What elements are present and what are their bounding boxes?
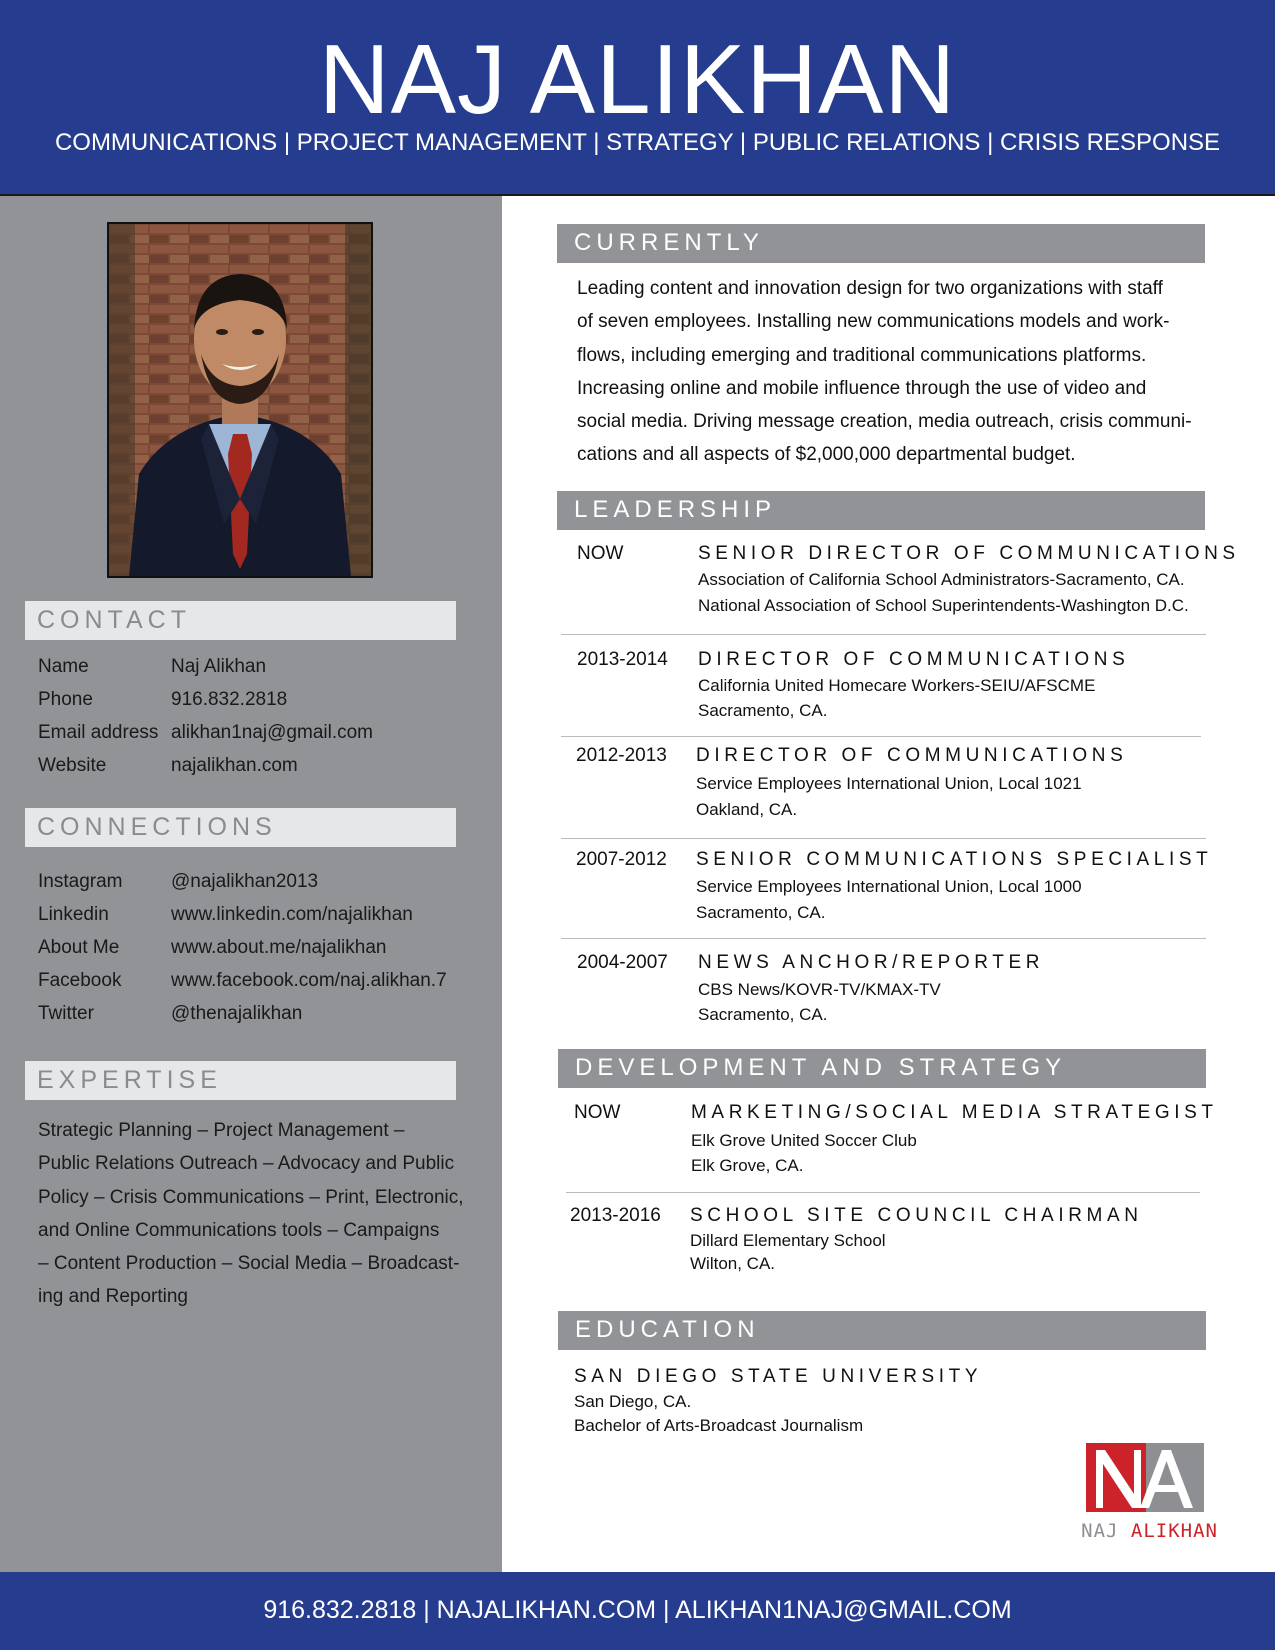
entry-divider (561, 938, 1206, 939)
entry-organization: Association of California School Administrators-Sacramento, CA. (698, 570, 1185, 589)
leadership-heading (557, 491, 1205, 530)
expertise-heading-label: EXPERTISE (37, 1066, 222, 1094)
entry-divider (566, 1192, 1200, 1193)
contact-phone-value: 916.832.2818 (171, 689, 288, 710)
entry-divider (561, 634, 1206, 635)
contact-name-value: Naj Alikhan (171, 656, 267, 677)
entry-location: Sacramento, CA. (698, 1005, 828, 1024)
connection-row-linkedin (38, 898, 488, 931)
na-logo (1076, 1440, 1218, 1544)
summary-line: social media. Driving message creation, media outreach, crisis communi- (577, 411, 1192, 433)
contact-row-phone (38, 683, 488, 716)
currently-heading-label: CURRENTLY (574, 229, 764, 256)
connection-label: Linkedin (38, 904, 109, 925)
education-degree: Bachelor of Arts-Broadcast Journalism (574, 1416, 864, 1435)
entry-title: SCHOOL SITE COUNCIL CHAIRMAN (690, 1205, 1143, 1226)
education-heading-label: EDUCATION (575, 1316, 760, 1343)
expertise-heading (25, 1061, 456, 1100)
footer-contact: 916.832.2818 | NAJALIKHAN.COM | ALIKHAN1NAJ@GMAIL.COM (263, 1596, 1012, 1624)
entry-location: Oakland, CA. (696, 800, 798, 819)
contact-list (38, 650, 488, 782)
entry-year: 2007-2012 (576, 849, 667, 870)
summary-line: of seven employees. Installing new communications models and work- (577, 311, 1170, 333)
entry-title: DIRECTOR OF COMMUNICATIONS (698, 649, 1130, 670)
connections-list (38, 865, 488, 1030)
connection-row-aboutme (38, 931, 488, 964)
entry-organization: Service Employees International Union, Local 1021 (696, 774, 1082, 793)
entry-location: Sacramento, CA. (698, 701, 828, 720)
entry-divider (561, 736, 1201, 737)
connections-heading (25, 808, 456, 847)
expertise-line: Policy – Crisis Communications – Print, Electronic, (38, 1186, 464, 1208)
connections-heading-label: CONNECTIONS (37, 813, 277, 841)
contact-label: Name (38, 656, 89, 677)
connection-value: www.facebook.com/naj.alikhan.7 (171, 970, 447, 991)
entry-title: MARKETING/SOCIAL MEDIA STRATEGIST (691, 1102, 1218, 1123)
portrait-image (109, 224, 371, 576)
expertise-text (38, 1114, 478, 1314)
connection-label: Twitter (38, 1003, 94, 1024)
currently-summary (577, 272, 1215, 472)
entry-location: Sacramento, CA. (696, 903, 826, 922)
summary-line: cations and all aspects of $2,000,000 departmental budget. (577, 444, 1076, 466)
expertise-line: ing and Reporting (38, 1286, 188, 1308)
entry-location: Wilton, CA. (690, 1254, 776, 1273)
education-location: San Diego, CA. (574, 1392, 692, 1411)
contact-heading (25, 601, 456, 640)
contact-email-value: alikhan1naj@gmail.com (171, 722, 373, 743)
logo-first-name: NAJ (1081, 1520, 1119, 1542)
connection-label: Facebook (38, 970, 122, 991)
connection-row-facebook (38, 964, 488, 997)
expertise-line: Strategic Planning – Project Management – (38, 1120, 405, 1141)
connection-value: www.linkedin.com/najalikhan (171, 904, 413, 925)
expertise-line: Public Relations Outreach – Advocacy and Public (38, 1153, 455, 1175)
summary-line: Increasing online and mobile influence through the use of video and (577, 377, 1147, 399)
entry-divider (561, 838, 1206, 839)
contact-row-website (38, 749, 488, 782)
entry-title: SENIOR DIRECTOR OF COMMUNICATIONS (698, 543, 1240, 564)
contact-label: Email address (38, 722, 159, 743)
expertise-line: and Online Communications tools – Campaigns (38, 1219, 440, 1241)
contact-label: Website (38, 755, 107, 776)
entry-year: NOW (574, 1102, 621, 1123)
entry-year: 2012-2013 (576, 745, 667, 766)
education-heading (558, 1311, 1206, 1350)
header-tagline: COMMUNICATIONS | PROJECT MANAGEMENT | STRATEGY | PUBLIC RELATIONS | CRISIS RESPONSE (54, 129, 1221, 156)
footer-banner (0, 1572, 1275, 1650)
connection-row-twitter (38, 997, 488, 1030)
entry-title: SENIOR COMMUNICATIONS SPECIALIST (696, 849, 1213, 870)
connection-value: @najalikhan2013 (171, 871, 319, 892)
summary-line: flows, including emerging and traditional communications platforms. (577, 344, 1147, 366)
profile-photo (107, 222, 373, 578)
development-heading (558, 1049, 1206, 1088)
entry-title: DIRECTOR OF COMMUNICATIONS (696, 745, 1128, 766)
connection-label: About Me (38, 937, 120, 958)
leadership-heading-label: LEADERSHIP (574, 496, 777, 523)
contact-row-email (38, 716, 488, 749)
entry-location: National Association of School Superintendents-Washington D.C. (698, 596, 1189, 615)
entry-title: NEWS ANCHOR/REPORTER (698, 952, 1045, 973)
header-banner (0, 0, 1275, 196)
connection-label: Instagram (38, 871, 123, 892)
contact-label: Phone (38, 689, 93, 710)
currently-heading (557, 224, 1205, 263)
entry-year: 2004-2007 (577, 952, 668, 973)
entry-location: Elk Grove, CA. (691, 1156, 804, 1175)
logo-last-name: ALIKHAN (1130, 1520, 1218, 1542)
development-heading-label: DEVELOPMENT AND STRATEGY (575, 1054, 1067, 1081)
entry-organization: Dillard Elementary School (690, 1231, 886, 1250)
entry-organization: Elk Grove United Soccer Club (691, 1131, 917, 1150)
connection-value: @thenajalikhan (171, 1003, 303, 1024)
entry-organization: Service Employees International Union, Local 1000 (696, 877, 1082, 896)
connection-row-instagram (38, 865, 488, 898)
education-school: SAN DIEGO STATE UNIVERSITY (574, 1366, 983, 1387)
contact-heading-label: CONTACT (37, 606, 191, 634)
contact-row-name (38, 650, 488, 683)
entry-year: 2013-2014 (577, 649, 668, 670)
summary-line: Leading content and innovation design for two organizations with staff (577, 278, 1163, 299)
expertise-line: – Content Production – Social Media – Broadcast- (38, 1253, 460, 1275)
logo-wordmark (1076, 1520, 1218, 1542)
entry-organization: California United Homecare Workers-SEIU/AFSCME (698, 676, 1096, 695)
contact-website-value: najalikhan.com (171, 755, 298, 776)
page-title: NAJ ALIKHAN (318, 24, 957, 134)
entry-organization: CBS News/KOVR-TV/KMAX-TV (698, 980, 941, 999)
entry-year: 2013-2016 (570, 1205, 661, 1226)
connection-value: www.about.me/najalikhan (171, 937, 387, 958)
entry-year: NOW (577, 543, 624, 564)
